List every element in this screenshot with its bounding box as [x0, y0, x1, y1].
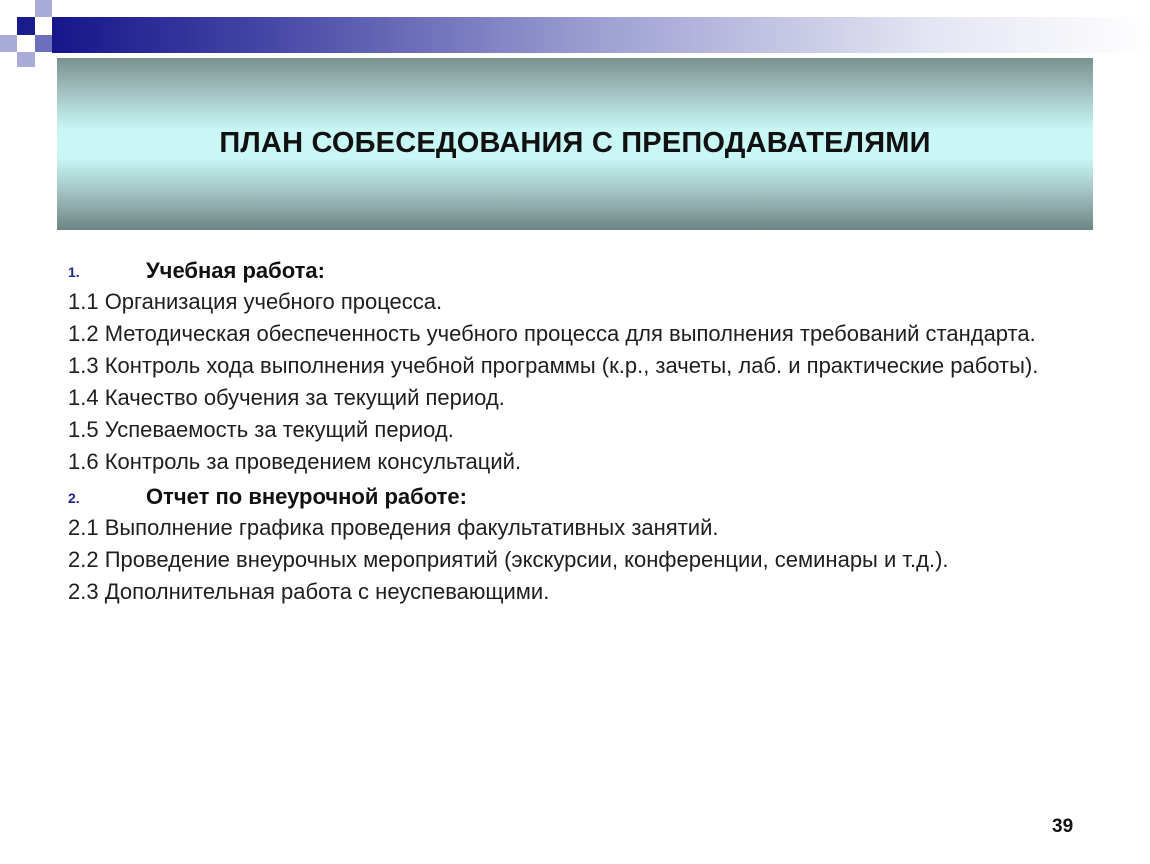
slide-title: ПЛАН СОБЕСЕДОВАНИЯ С ПРЕПОДАВАТЕЛЯМИ: [219, 126, 931, 159]
section-number: 1.: [68, 264, 80, 280]
list-item: 1.2 Методическая обеспеченность учебного процесса для выполнения требований стандарта.: [68, 321, 1036, 346]
list-item: 1.5 Успеваемость за текущий период.: [68, 417, 454, 442]
corner-square-light: [0, 35, 17, 52]
page-number: 39: [1052, 816, 1074, 837]
list-item: 2.3 Дополнительная работа с неуспевающими.: [68, 579, 550, 604]
section-title: Отчет по внеурочной работе:: [146, 484, 467, 509]
section-number: 2.: [68, 490, 80, 506]
section-heading: [68, 254, 1108, 288]
list-item: 2.1 Выполнение графика проведения факультативных занятий.: [68, 515, 719, 540]
corner-square-dark: [17, 17, 35, 35]
corner-square-mid: [35, 35, 52, 52]
header-gradient-bar: [52, 17, 1150, 53]
list-item: 2.2 Проведение внеурочных мероприятий (экскурсии, конференции, семинары и т.д.).: [68, 547, 949, 572]
section-heading: [68, 480, 1108, 514]
corner-square-light: [35, 0, 52, 17]
section-title: Учебная работа:: [146, 258, 325, 283]
title-banner: [57, 58, 1093, 230]
slide-content: [68, 254, 1108, 610]
corner-square-light: [17, 52, 35, 67]
list-item: 1.4 Качество обучения за текущий период.: [68, 385, 505, 410]
list-item: 1.6 Контроль за проведением консультаций.: [68, 449, 522, 474]
list-item: 1.1 Организация учебного процесса.: [68, 289, 443, 314]
list-item: 1.3 Контроль хода выполнения учебной программы (к.р., зачеты, лаб. и практические работы).: [68, 353, 1039, 378]
